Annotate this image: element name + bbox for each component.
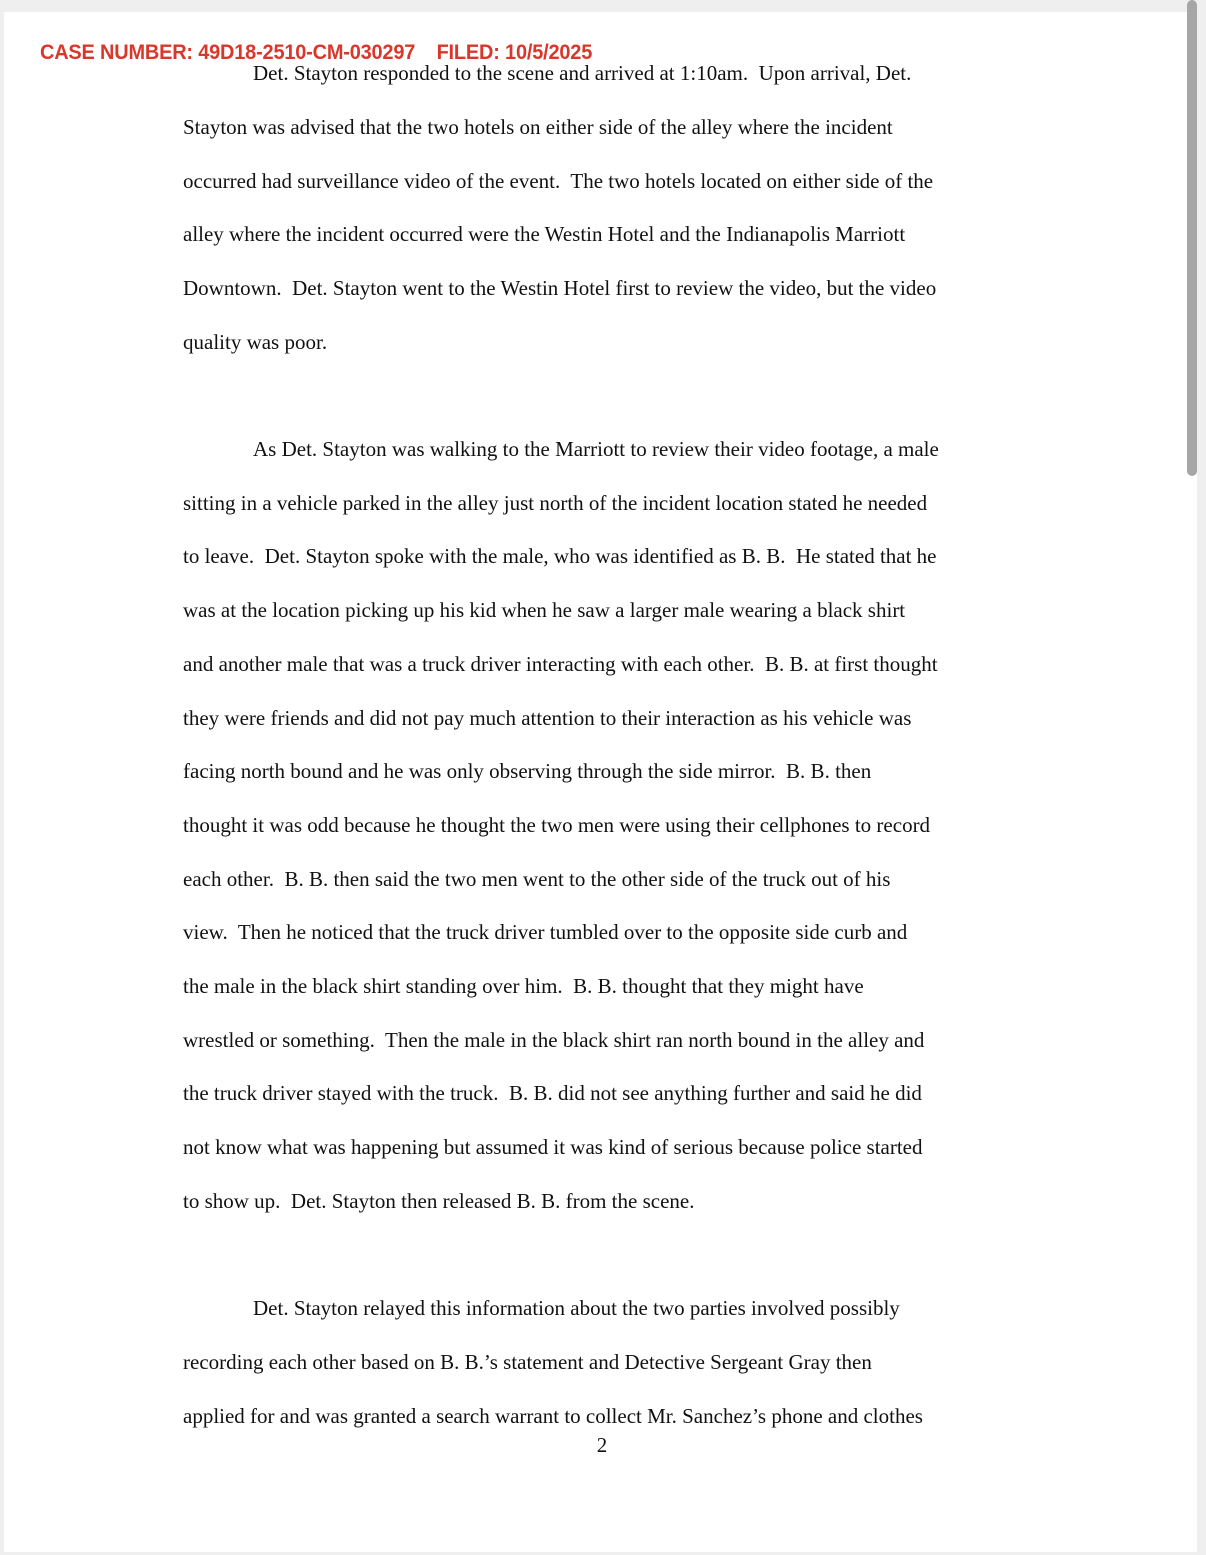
paragraph-2-line-9: each other. B. B. then said the two men went to the other side of the truck out of his [183, 867, 891, 891]
paragraph-3-line-3: applied for and was granted a search warrant to collect Mr. Sanchez’s phone and clothes [183, 1404, 923, 1428]
vertical-scrollbar-thumb[interactable] [1187, 0, 1197, 476]
paragraph-2-line-15: to show up. Det. Stayton then released B. B. from the scene. [183, 1189, 695, 1213]
paragraph-3-line-1: Det. Stayton relayed this information about the two parties involved possibly [253, 1296, 900, 1320]
paragraph-2-line-4: was at the location picking up his kid when he saw a larger male wearing a black shirt [183, 598, 906, 622]
paragraph-2-line-5: and another male that was a truck driver interacting with each other. B. B. at first thought [183, 652, 938, 676]
paragraph-1-line-1: Det. Stayton responded to the scene and arrived at 1:10am. Upon arrival, Det. [253, 61, 912, 85]
paragraph-2-line-12: wrestled or something. Then the male in the black shirt ran north bound in the alley and [183, 1028, 925, 1052]
paragraph-1-line-3: occurred had surveillance video of the event. The two hotels located on either side of the [183, 169, 934, 193]
paragraph-2-line-7: facing north bound and he was only observing through the side mirror. B. B. then [183, 759, 872, 783]
paragraph-2-line-6: they were friends and did not pay much attention to their interaction as his vehicle was [183, 706, 912, 730]
page-number: 2 [596, 1433, 608, 1457]
filed-date: FILED: 10/5/2025 [436, 41, 593, 64]
case-number: CASE NUMBER: 49D18-2510-CM-030297 [40, 41, 416, 64]
paragraph-2-line-8: thought it was odd because he thought the two men were using their cellphones to record [183, 813, 931, 837]
paragraph-1-line-4: alley where the incident occurred were the Westin Hotel and the Indianapolis Marriott [183, 222, 906, 246]
paragraph-2-line-10: view. Then he noticed that the truck driver tumbled over to the opposite side curb and [183, 920, 908, 944]
paragraph-2-line-3: to leave. Det. Stayton spoke with the male, who was identified as B. B. He stated that he [183, 544, 937, 568]
paragraph-1-line-5: Downtown. Det. Stayton went to the Westin Hotel first to review the video, but the video [183, 276, 937, 300]
paragraph-2-line-1: As Det. Stayton was walking to the Marriott to review their video footage, a male [253, 437, 939, 461]
paragraph-2-line-14: not know what was happening but assumed it was kind of serious because police started [183, 1135, 923, 1159]
paragraph-2-line-13: the truck driver stayed with the truck. B. B. did not see anything further and said he did [183, 1081, 922, 1105]
paragraph-1-line-6: quality was poor. [183, 330, 328, 354]
paragraph-1-line-2: Stayton was advised that the two hotels on either side of the alley where the incident [183, 115, 893, 139]
document-page [4, 12, 1197, 1552]
paragraph-2-line-2: sitting in a vehicle parked in the alley just north of the incident location stated he needed [183, 491, 928, 515]
paragraph-2-line-11: the male in the black shirt standing over him. B. B. thought that they might have [183, 974, 864, 998]
paragraph-3-line-2: recording each other based on B. B.’s statement and Detective Sergeant Gray then [183, 1350, 872, 1374]
